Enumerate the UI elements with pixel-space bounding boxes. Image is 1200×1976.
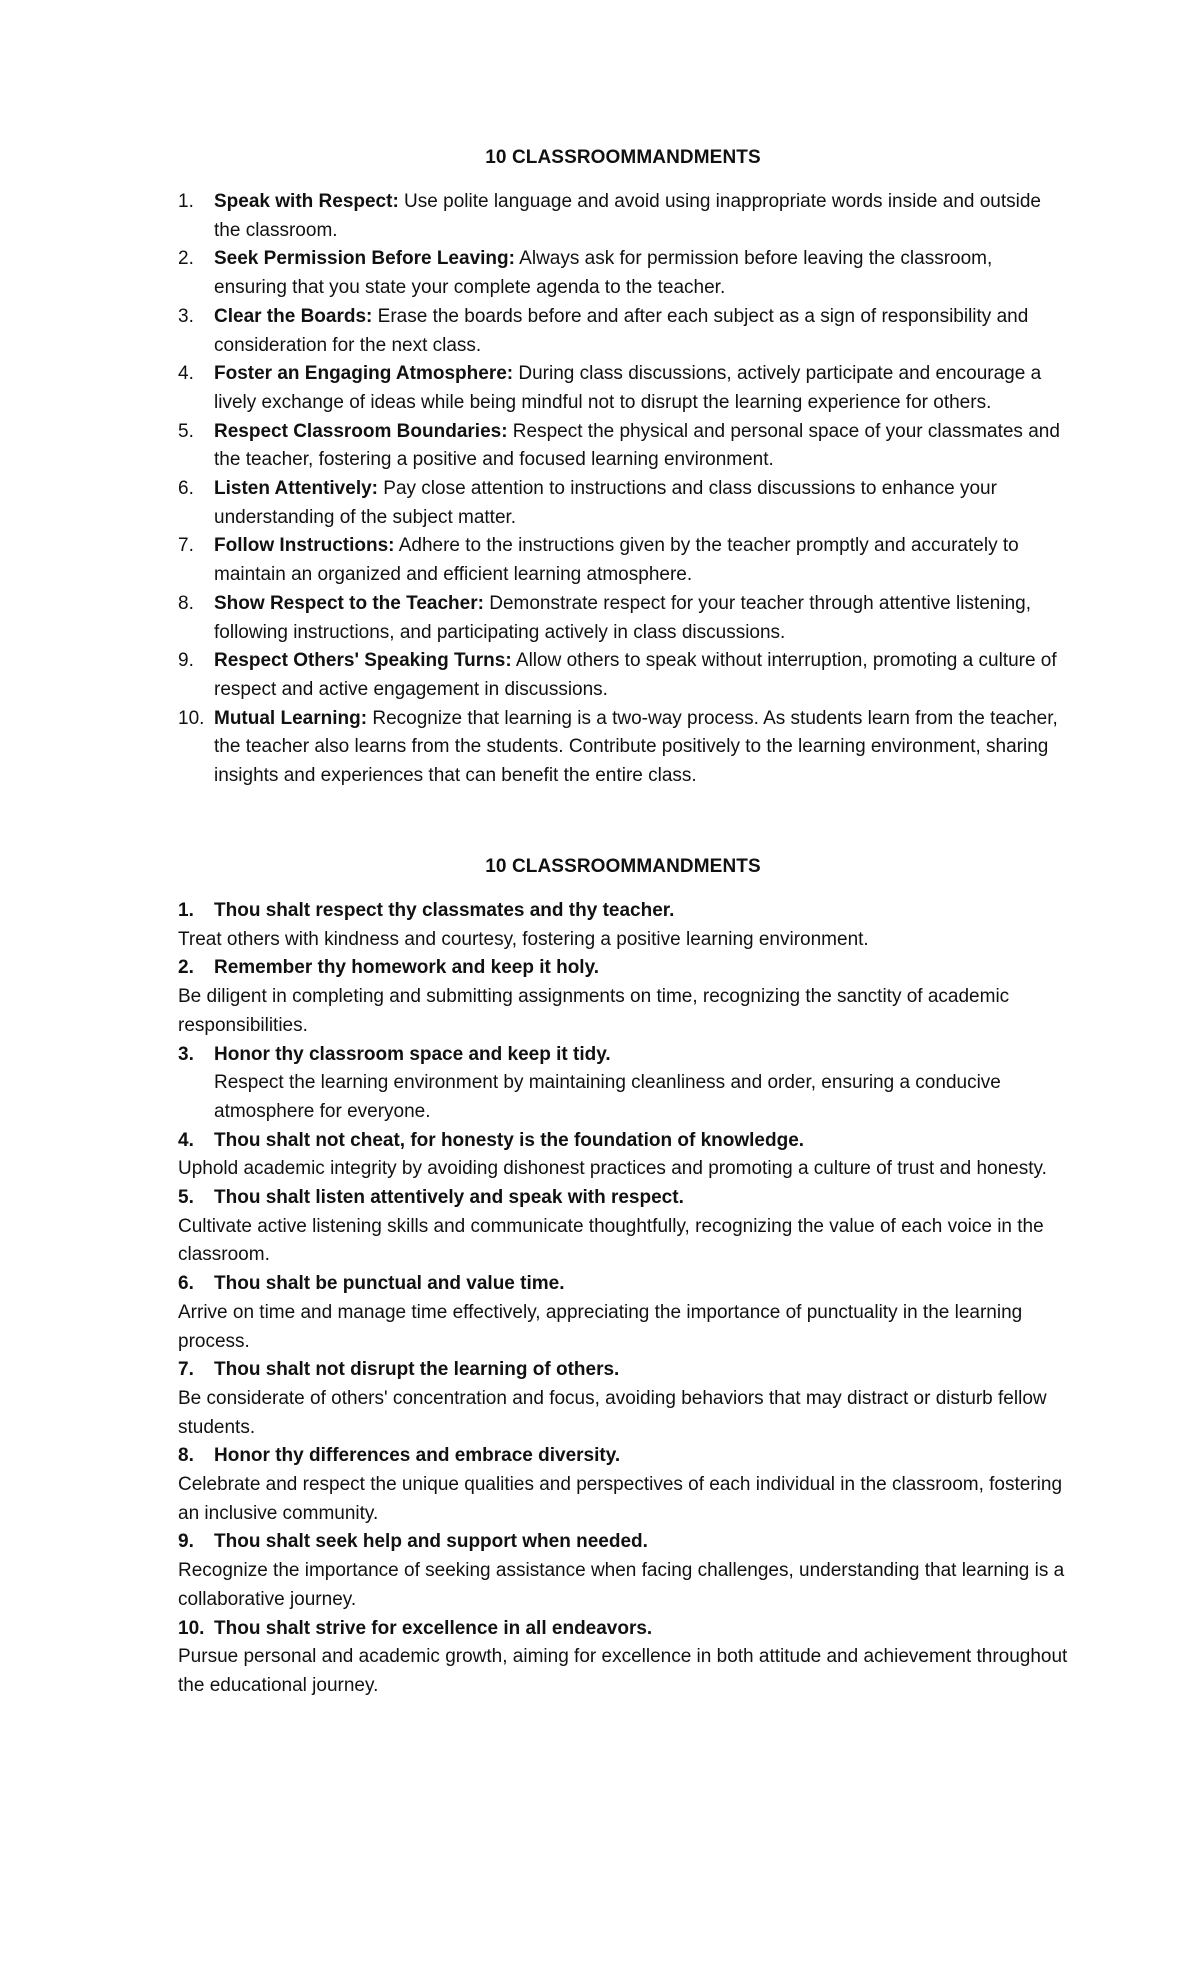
item-number: 8. bbox=[178, 1445, 194, 1467]
item-number: 6. bbox=[178, 478, 194, 500]
item-text: Always ask for permission before leaving the classroom, ensuring that you state your complete agenda to the teacher. bbox=[214, 248, 993, 299]
list-item bbox=[178, 245, 1068, 302]
item-text: Erase the boards before and after each subject as a sign of responsibility and consideration for the next class. bbox=[214, 305, 1029, 356]
item-heading: Listen Attentively: bbox=[214, 478, 378, 500]
item-number: 9. bbox=[178, 650, 194, 672]
item-text: Adhere to the instructions given by the teacher promptly and accurately to maintain an organized and efficient learning atmosphere. bbox=[214, 535, 1019, 586]
item-description: Recognize the importance of seeking assistance when facing challenges, understanding that learning is a collaborative journey. bbox=[178, 1560, 1065, 1610]
item-text: During class discussions, actively participate and encourage a lively exchange of ideas while being mindful not to disrupt the learning experience for others. bbox=[214, 363, 1042, 413]
item-heading-text: Honor thy differences and embrace diversity. bbox=[214, 1445, 621, 1467]
item-heading-text: Thou shalt not cheat, for honesty is the foundation of knowledge. bbox=[214, 1129, 805, 1151]
item-heading: Speak with Respect: bbox=[214, 191, 399, 212]
item-number: 10. bbox=[178, 707, 205, 729]
item-number: 1. bbox=[178, 191, 194, 212]
list-item bbox=[178, 1127, 1068, 1184]
list-item bbox=[178, 303, 1068, 360]
item-number: 5. bbox=[178, 420, 194, 442]
list-item bbox=[178, 188, 1068, 245]
item-text: Allow others to speak without interruption, promoting a culture of respect and active engagement in discussions. bbox=[214, 650, 1057, 700]
item-heading: Follow Instructions: bbox=[214, 535, 395, 557]
item-description: Treat others with kindness and courtesy, fostering a positive learning environment. bbox=[178, 928, 869, 950]
commandments-section bbox=[178, 853, 1068, 1701]
list-item bbox=[178, 590, 1068, 647]
item-heading bbox=[178, 1356, 1068, 1385]
list-item bbox=[178, 532, 1068, 589]
list-item bbox=[178, 647, 1068, 704]
item-heading bbox=[178, 897, 1068, 926]
list-item bbox=[178, 954, 1068, 1040]
list-item bbox=[178, 1041, 1068, 1127]
list-item bbox=[178, 1528, 1068, 1614]
list-item bbox=[178, 360, 1068, 417]
item-heading-text: Thou shalt not disrupt the learning of others. bbox=[214, 1359, 620, 1381]
item-heading bbox=[178, 1041, 1068, 1070]
item-number: 2. bbox=[178, 957, 194, 979]
section-title: 10 CLASSROOMMANDMENTS bbox=[485, 856, 761, 877]
item-heading: Clear the Boards: bbox=[214, 305, 373, 327]
item-heading: Mutual Learning: bbox=[214, 707, 368, 729]
item-heading-text: Thou shalt seek help and support when needed. bbox=[214, 1531, 648, 1553]
item-heading-text: Thou shalt listen attentively and speak with respect. bbox=[214, 1187, 684, 1209]
item-heading: Respect Others' Speaking Turns: bbox=[214, 650, 512, 672]
item-text: Pay close attention to instructions and class discussions to enhance your understanding of the subject matter. bbox=[214, 478, 997, 528]
list-item bbox=[178, 1270, 1068, 1356]
item-number: 6. bbox=[178, 1273, 194, 1295]
list-item bbox=[178, 1184, 1068, 1270]
list-item bbox=[178, 475, 1068, 532]
item-heading-text: Thou shalt respect thy classmates and thy teacher. bbox=[214, 900, 675, 921]
item-heading: Respect Classroom Boundaries: bbox=[214, 420, 508, 442]
item-heading bbox=[178, 1528, 1068, 1557]
item-number: 7. bbox=[178, 535, 194, 557]
item-description: Be diligent in completing and submitting assignments on time, recognizing the sanctity of academic responsibilities. bbox=[178, 986, 1010, 1036]
list-item bbox=[178, 1442, 1068, 1528]
item-heading-text: Honor thy classroom space and keep it tidy. bbox=[214, 1043, 611, 1065]
item-number: 8. bbox=[178, 592, 194, 614]
list-item bbox=[178, 897, 1068, 954]
item-heading bbox=[178, 1127, 1068, 1156]
item-heading: Foster an Engaging Atmosphere: bbox=[214, 363, 514, 385]
item-text: Use polite language and avoid using inappropriate words inside and outside the classroom. bbox=[214, 191, 1041, 241]
item-text: Recognize that learning is a two-way process. As students learn from the teacher, the teacher also learns from the students. Contribute positively to the learning environment, sharing insights and experiences that can benefit the entire class. bbox=[214, 707, 1058, 787]
rules-list bbox=[178, 188, 1068, 791]
commandments-list bbox=[178, 897, 1068, 1701]
item-number: 7. bbox=[178, 1359, 194, 1381]
item-heading-text: Thou shalt be punctual and value time. bbox=[214, 1273, 565, 1295]
item-heading-text: Remember thy homework and keep it holy. bbox=[214, 957, 600, 979]
item-number: 5. bbox=[178, 1187, 194, 1209]
list-item bbox=[178, 705, 1068, 791]
item-heading bbox=[178, 1270, 1068, 1299]
item-number: 9. bbox=[178, 1531, 194, 1553]
item-heading bbox=[178, 1615, 1068, 1644]
list-item bbox=[178, 1356, 1068, 1442]
item-number: 4. bbox=[178, 363, 194, 385]
item-number: 4. bbox=[178, 1129, 194, 1151]
item-description: Arrive on time and manage time effectively, appreciating the importance of punctuality in the learning process. bbox=[178, 1301, 1023, 1352]
item-description: Celebrate and respect the unique qualities and perspectives of each individual in the classroom, fostering an inclusive community. bbox=[178, 1474, 1063, 1524]
item-description: Uphold academic integrity by avoiding dishonest practices and promoting a culture of trust and honesty. bbox=[178, 1158, 1047, 1180]
item-heading bbox=[178, 1184, 1068, 1213]
list-item bbox=[178, 1615, 1068, 1701]
item-number: 3. bbox=[178, 305, 194, 327]
item-description: Cultivate active listening skills and communicate thoughtfully, recognizing the value of each voice in the classroom. bbox=[178, 1215, 1044, 1266]
item-heading bbox=[178, 954, 1068, 983]
item-description: Respect the learning environment by maintaining cleanliness and order, ensuring a conducive atmosphere for everyone. bbox=[214, 1072, 1001, 1122]
item-number: 10. bbox=[178, 1617, 205, 1639]
item-heading-text: Thou shalt strive for excellence in all endeavors. bbox=[214, 1617, 653, 1639]
item-number: 3. bbox=[178, 1043, 194, 1065]
item-heading: Seek Permission Before Leaving: bbox=[214, 248, 515, 270]
item-text: Respect the physical and personal space of your classmates and the teacher, fostering a positive and focused learning environment. bbox=[214, 420, 1060, 471]
rules-section bbox=[178, 144, 1068, 791]
item-number: 2. bbox=[178, 248, 194, 270]
item-description: Be considerate of others' concentration and focus, avoiding behaviors that may distract or disturb fellow students. bbox=[178, 1387, 1047, 1438]
item-text: Demonstrate respect for your teacher through attentive listening, following instructions, and participating actively in class discussions. bbox=[214, 592, 1032, 643]
list-item bbox=[178, 418, 1068, 475]
item-heading: Show Respect to the Teacher: bbox=[214, 592, 484, 614]
item-heading bbox=[178, 1442, 1068, 1471]
section-title: 10 CLASSROOMMANDMENTS bbox=[485, 147, 761, 168]
item-number: 1. bbox=[178, 900, 194, 921]
item-description: Pursue personal and academic growth, aiming for excellence in both attitude and achievement throughout the educational journey. bbox=[178, 1646, 1068, 1696]
